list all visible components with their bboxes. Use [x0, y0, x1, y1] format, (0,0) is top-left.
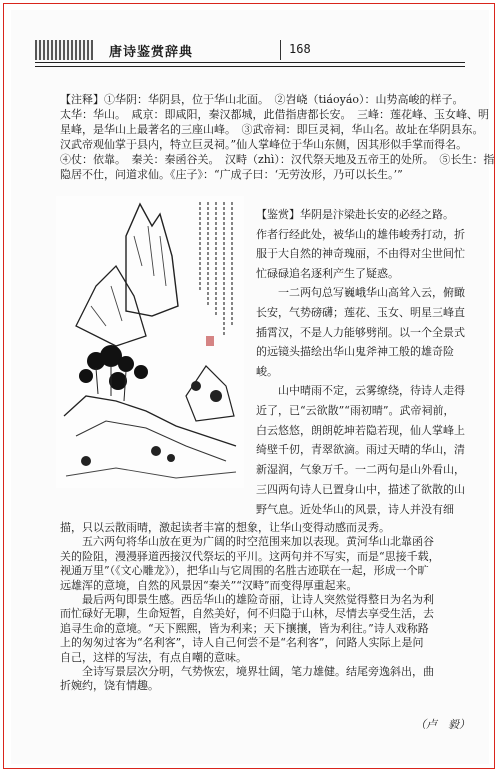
text-line: 白云悠悠，朗朗乾坤若隐若现，仙人掌峰上: [256, 423, 465, 437]
book-title: 唐诗鉴赏辞典: [109, 45, 194, 60]
text-line: 全诗写景层次分明，气势恢宏，境界壮阔，笔力雄健。结尾旁逸斜出，曲: [60, 665, 434, 679]
text-line: 【鉴赏】华阴是汴梁赴长安的必经之路。: [256, 208, 454, 221]
page-number: 168: [289, 42, 311, 56]
annotation-notes: [60, 92, 495, 182]
ink-landscape-painting-icon: [56, 196, 244, 488]
text-line: 忙碌碌追名逐利产生了疑惑。: [256, 266, 399, 280]
running-header: [35, 38, 465, 64]
note-line: 【注释】①华阴：华阴县，位于华山北面。 ②岧峣（tiáoyáo）：山势高峻的样子。: [60, 93, 464, 106]
text-line: 一二两句总写巍峨华山高耸入云，俯瞰: [256, 286, 465, 300]
text-line: 描，只以云散雨晴，激起读者丰富的想象，让华山变得动感而灵秀。: [60, 521, 390, 534]
appreciation-full-width: [60, 521, 440, 694]
appreciation-right-column-end: [256, 480, 465, 519]
text-line: 关的险阻，漫漫驿道西接汉代祭坛的平川。这两句并不写实，而是“思接千载，: [60, 549, 440, 563]
text-line: 峻。: [256, 364, 278, 378]
note-line: 隐居不仕，问道求仙。《庄子》：“广成子曰：‘无劳汝形，乃可以长生。’”: [60, 168, 403, 181]
note-line: 汉武帝观仙掌于县内，特立巨灵祠。”仙人掌峰位于华山东侧，因其形似手掌而得名。: [60, 138, 468, 151]
text-line: 近了，已“云欲散”“雨初晴”。武帝祠前，: [256, 403, 455, 417]
text-line: 远雄浑的意境，自然的风景因“秦关”“汉畤”而变得厚重起来。: [60, 578, 358, 592]
text-line: 五六两句将华山放在更为广阔的时空范围来加以表现。黄河华山北靠函谷: [60, 535, 434, 549]
text-line: 三四两句诗人已置身山中，描述了欲散的山: [256, 483, 465, 496]
text-line: 视通万里”（《文心雕龙》），把华山与它周围的名胜古迹联在一起，形成一个旷: [60, 564, 429, 578]
author-signature: （卢 毅）: [415, 718, 470, 731]
text-line: 折婉约，饶有情趣。: [60, 679, 159, 693]
header-decoration-block: [35, 40, 93, 60]
text-line: 作者行经此处，被华山的雄伟峻秀打动，折: [256, 227, 465, 241]
text-line: 野气息。近处华山的风景，诗人并没有细: [256, 502, 454, 516]
text-line: 最后两句即景生感。西岳华山的雄险奇丽，让诗人突然觉得整日为名为利: [60, 593, 434, 607]
text-line: 新湿润，气象万千。一二两句是山外看山，: [256, 462, 465, 476]
text-line: 绮壁千仞，青翠欲滴。雨过天晴的华山，清: [256, 443, 465, 457]
text-line: 插霄汉，不是人力能够劈削。以一个全景式: [256, 325, 465, 339]
text-line: 的远镜头描绘出华山鬼斧神工般的雄奇险: [256, 345, 454, 359]
appreciation-right-column: [256, 205, 465, 479]
header-separator: [280, 40, 281, 60]
text-line: 而忙碌好无聊，生命短暂，自然美好，何不归隐于山林，尽情去享受生活，去: [60, 607, 434, 621]
text-line: 自己，这样的写法，有点自嘲的意味。: [60, 650, 247, 664]
text-line: 服于大自然的神奇瑰丽，不由得对尘世间忙: [256, 247, 465, 261]
note-line: ④仗：依靠。 秦关：秦函谷关。 汉畤（zhì）：汉代祭天地及五帝王的处所。 ⑤长生：指: [60, 153, 495, 166]
text-line: 山中晴雨不定，云雾缭绕，待诗人走得: [256, 384, 465, 398]
header-rule: [35, 62, 465, 63]
text-line: 追寻生命的意境。“天下熙熙，皆为利来；天下攘攘，皆为利往。”诗人戏称路: [60, 621, 429, 635]
text-line: 长安，气势磅礴；莲花、玉女、明星三峰直: [256, 305, 465, 319]
header-rule-thin: [35, 66, 465, 67]
note-line: 太华：华山。 咸京：即咸阳，秦汉都城，此借指唐都长安。 三峰：莲花峰、玉女峰、明: [60, 108, 489, 121]
text-line: 上的匆匆过客为“名利客”，诗人自己何尝不是“名利客”，问路人实际上是问: [60, 636, 424, 650]
note-line: 星峰，是华山上最著名的三座山峰。 ③武帝祠：即巨灵祠，华山名。故址在华阴县东。: [60, 123, 484, 136]
